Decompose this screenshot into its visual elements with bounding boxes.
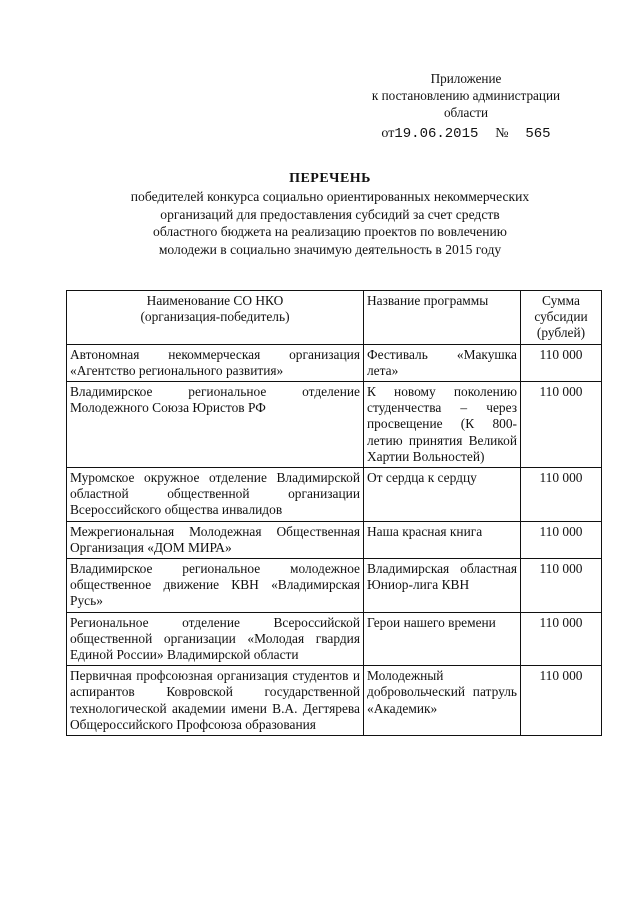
winners-table xyxy=(66,290,602,736)
document-title: ПЕРЕЧЕНЬ xyxy=(289,171,371,186)
program-cell: Молодежный добровольческий патруль «Академик» xyxy=(364,666,521,736)
resolution-number: 565 xyxy=(525,126,551,142)
organization-cell: Владимирское региональное молодежное общественное движение КВН «Владимирская Русь» xyxy=(67,559,364,613)
subtitle-line: молодежи в социально значимую деятельность в 2015 году xyxy=(158,241,502,257)
appendix-region: области xyxy=(443,105,489,120)
organization-cell: Автономная некоммерческая организация «Агентство регионального развития» xyxy=(67,344,364,381)
appendix-date-line xyxy=(336,125,596,143)
header-sum: Сумма субсидии (рублей) xyxy=(521,291,602,345)
table-row xyxy=(67,666,602,736)
appendix-block xyxy=(336,70,596,143)
sum-cell: 110 000 xyxy=(521,468,602,522)
document-subtitle xyxy=(60,188,600,258)
program-cell: Владимирская областная Юниор-лига КВН xyxy=(364,559,521,613)
organization-cell: Муромское окружное отделение Владимирской областной общественной организации Всероссийского общества инвалидов xyxy=(67,468,364,522)
subtitle-line: победителей конкурса социально ориентированных некоммерческих xyxy=(130,189,530,204)
sum-cell: 110 000 xyxy=(521,521,602,558)
organization-cell: Владимирское региональное отделение Молодежного Союза Юристов РФ xyxy=(67,382,364,468)
table-header-row xyxy=(67,291,602,345)
program-cell: От сердца к сердцу xyxy=(364,468,521,522)
table-row xyxy=(67,612,602,666)
organization-cell: Региональное отделение Всероссийской общественной организации «Молодая гвардия Единой России» Владимирской области xyxy=(67,612,364,666)
sum-cell: 110 000 xyxy=(521,344,602,381)
sum-cell: 110 000 xyxy=(521,666,602,736)
appendix-label: Приложение xyxy=(430,71,502,86)
header-organization: Наименование СО НКО (организация-победитель) xyxy=(67,291,364,345)
number-sign: № xyxy=(495,126,509,141)
subtitle-line: областного бюджета на реализацию проектов по вовлечению xyxy=(153,224,507,239)
table-row xyxy=(67,344,602,381)
sum-cell: 110 000 xyxy=(521,559,602,613)
sum-cell: 110 000 xyxy=(521,382,602,468)
program-cell: Герои нашего времени xyxy=(364,612,521,666)
program-cell: К новому поколению студенчества – через просвещение (К 800-летию принятия Великой Хартии Вольностей) xyxy=(364,382,521,468)
organization-cell: Первичная профсоюзная организация студентов и аспирантов Ковровской государственной технологической академии имени В.А. Дегтярева Общероссийского Профсоюза образования xyxy=(67,666,364,736)
program-cell: Наша красная книга xyxy=(364,521,521,558)
organization-cell: Межрегиональная Молодежная Общественная Организация «ДОМ МИРА» xyxy=(67,521,364,558)
subtitle-line: организаций для предоставления субсидий за счет средств xyxy=(160,206,500,222)
table-row xyxy=(67,382,602,468)
sum-cell: 110 000 xyxy=(521,612,602,666)
table-row xyxy=(67,559,602,613)
table-row xyxy=(67,468,602,522)
document-heading xyxy=(60,170,600,258)
table-row xyxy=(67,521,602,558)
date-prefix: от xyxy=(381,126,395,141)
program-cell: Фестиваль «Макушка лета» xyxy=(364,344,521,381)
header-program: Название программы xyxy=(364,291,521,345)
resolution-date: 19.06.2015 xyxy=(394,126,479,142)
appendix-resolution: к постановлению администрации xyxy=(371,88,561,103)
